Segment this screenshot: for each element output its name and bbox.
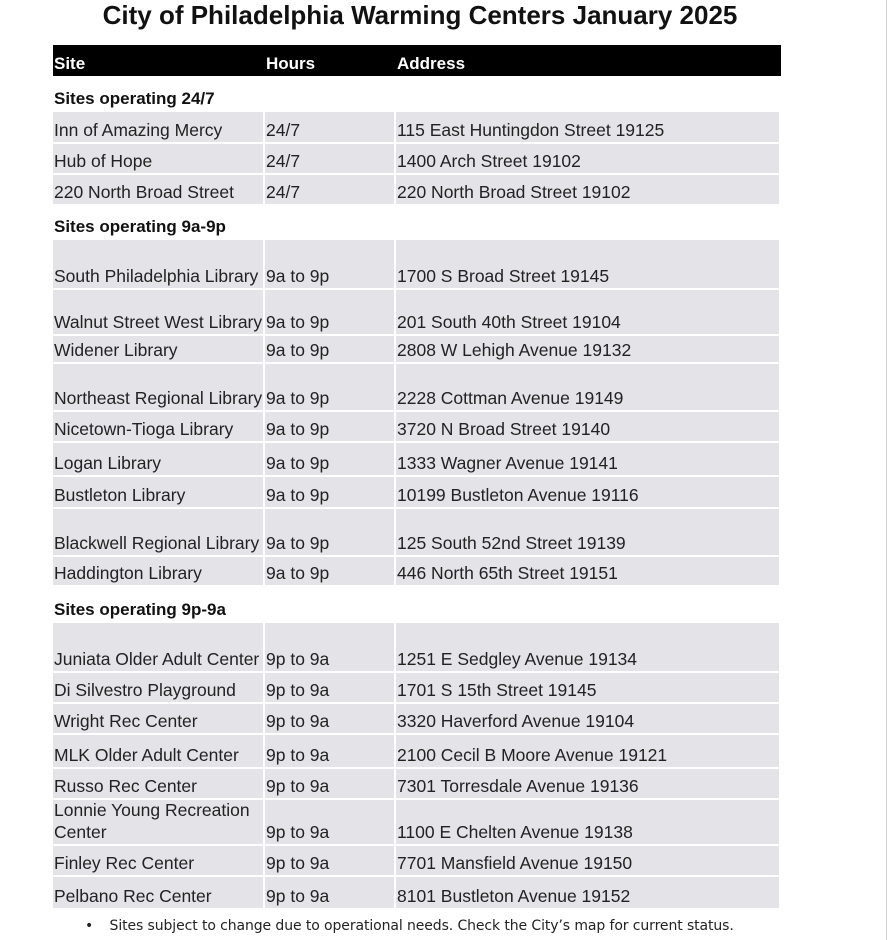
hours-cell: 9p to 9a bbox=[265, 623, 394, 671]
address-cell: 3720 N Broad Street 19140 bbox=[396, 412, 779, 441]
section-heading: Sites operating 9a-9p bbox=[54, 217, 226, 236]
site-cell: Lonnie Young Recreation Center bbox=[53, 800, 263, 844]
footnote bbox=[85, 918, 734, 934]
address-cell: 2808 W Lehigh Avenue 19132 bbox=[396, 336, 779, 362]
site-cell: Bustleton Library bbox=[53, 477, 263, 507]
table-row bbox=[53, 477, 781, 509]
table-row bbox=[53, 509, 781, 557]
site-cell: Russo Rec Center bbox=[53, 769, 263, 798]
site-cell: MLK Older Adult Center bbox=[53, 735, 263, 767]
page-edge-rule bbox=[886, 0, 887, 940]
table-row bbox=[53, 240, 781, 290]
address-cell: 220 North Broad Street 19102 bbox=[396, 175, 779, 204]
site-cell: South Philadelphia Library bbox=[53, 240, 263, 288]
address-cell: 115 East Huntingdon Street 19125 bbox=[396, 112, 779, 142]
page-title: City of Philadelphia Warming Centers January 2025 bbox=[102, 0, 738, 30]
table-row bbox=[53, 412, 781, 443]
hours-cell: 9p to 9a bbox=[265, 704, 394, 733]
site-cell: Northeast Regional Library bbox=[53, 364, 263, 410]
hours-cell: 9a to 9p bbox=[265, 240, 394, 288]
address-cell: 2100 Cecil B Moore Avenue 19121 bbox=[396, 735, 779, 767]
hours-cell: 24/7 bbox=[265, 144, 394, 173]
hours-cell: 9a to 9p bbox=[265, 443, 394, 475]
hours-cell: 9a to 9p bbox=[265, 557, 394, 585]
table-row bbox=[53, 623, 781, 673]
hours-cell: 9a to 9p bbox=[265, 477, 394, 507]
site-cell: Di Silvestro Playground bbox=[53, 673, 263, 702]
address-cell: 446 North 65th Street 19151 bbox=[396, 557, 779, 585]
hours-cell: 9p to 9a bbox=[265, 735, 394, 767]
table-row bbox=[53, 175, 781, 206]
table-row bbox=[53, 443, 781, 477]
site-cell: Walnut Street West Library bbox=[53, 290, 263, 334]
hours-cell: 9p to 9a bbox=[265, 800, 394, 844]
hours-cell: 9p to 9a bbox=[265, 877, 394, 908]
section-heading: Sites operating 9p-9a bbox=[54, 600, 226, 619]
table-row bbox=[53, 144, 781, 175]
table-row bbox=[53, 704, 781, 735]
header-hours: Hours bbox=[266, 54, 316, 73]
table-row bbox=[53, 800, 781, 846]
address-cell: 1700 S Broad Street 19145 bbox=[396, 240, 779, 288]
hours-cell: 9p to 9a bbox=[265, 769, 394, 798]
site-cell: Logan Library bbox=[53, 443, 263, 475]
address-cell: 2228 Cottman Avenue 19149 bbox=[396, 364, 779, 410]
address-cell: 7301 Torresdale Avenue 19136 bbox=[396, 769, 779, 798]
table-row bbox=[53, 735, 781, 769]
hours-cell: 9p to 9a bbox=[265, 673, 394, 702]
site-cell: Widener Library bbox=[53, 336, 263, 362]
hours-cell: 9a to 9p bbox=[265, 336, 394, 362]
table-row bbox=[53, 769, 781, 800]
hours-cell: 9a to 9p bbox=[265, 364, 394, 410]
address-cell: 10199 Bustleton Avenue 19116 bbox=[396, 477, 779, 507]
site-cell: Blackwell Regional Library bbox=[53, 509, 263, 555]
address-cell: 1701 S 15th Street 19145 bbox=[396, 673, 779, 702]
site-cell: Hub of Hope bbox=[53, 144, 263, 173]
address-cell: 1251 E Sedgley Avenue 19134 bbox=[396, 623, 779, 671]
table-row bbox=[53, 673, 781, 704]
hours-cell: 9p to 9a bbox=[265, 846, 394, 875]
address-cell: 125 South 52nd Street 19139 bbox=[396, 509, 779, 555]
site-cell: Finley Rec Center bbox=[53, 846, 263, 875]
address-cell: 7701 Mansfield Avenue 19150 bbox=[396, 846, 779, 875]
site-cell: Wright Rec Center bbox=[53, 704, 263, 733]
table-row bbox=[53, 336, 781, 364]
footnote-text: Sites subject to change due to operational needs. Check the City’s map for current status. bbox=[109, 918, 734, 934]
site-cell: Haddington Library bbox=[53, 557, 263, 585]
header-site: Site bbox=[54, 54, 86, 73]
table-row bbox=[53, 846, 781, 877]
bullet-icon: • bbox=[85, 918, 94, 934]
warming-centers-table bbox=[53, 45, 781, 910]
hours-cell: 9a to 9p bbox=[265, 412, 394, 441]
site-cell: Nicetown-Tioga Library bbox=[53, 412, 263, 441]
table-row bbox=[53, 290, 781, 336]
table-header-row bbox=[53, 45, 781, 76]
site-cell: Inn of Amazing Mercy bbox=[53, 112, 263, 142]
table-row bbox=[53, 557, 781, 587]
address-cell: 3320 Haverford Avenue 19104 bbox=[396, 704, 779, 733]
header-address: Address bbox=[397, 54, 466, 73]
table-row bbox=[53, 364, 781, 412]
site-cell: Pelbano Rec Center bbox=[53, 877, 263, 908]
hours-cell: 24/7 bbox=[265, 175, 394, 204]
table-row bbox=[53, 877, 781, 910]
hours-cell: 9a to 9p bbox=[265, 509, 394, 555]
site-cell: Juniata Older Adult Center bbox=[53, 623, 263, 671]
hours-cell: 24/7 bbox=[265, 112, 394, 142]
address-cell: 1100 E Chelten Avenue 19138 bbox=[396, 800, 779, 844]
address-cell: 1333 Wagner Avenue 19141 bbox=[396, 443, 779, 475]
table-row bbox=[53, 112, 781, 144]
hours-cell: 9a to 9p bbox=[265, 290, 394, 334]
site-cell: 220 North Broad Street bbox=[53, 175, 263, 204]
address-cell: 201 South 40th Street 19104 bbox=[396, 290, 779, 334]
address-cell: 1400 Arch Street 19102 bbox=[396, 144, 779, 173]
address-cell: 8101 Bustleton Avenue 19152 bbox=[396, 877, 779, 908]
section-heading: Sites operating 24/7 bbox=[54, 89, 215, 108]
